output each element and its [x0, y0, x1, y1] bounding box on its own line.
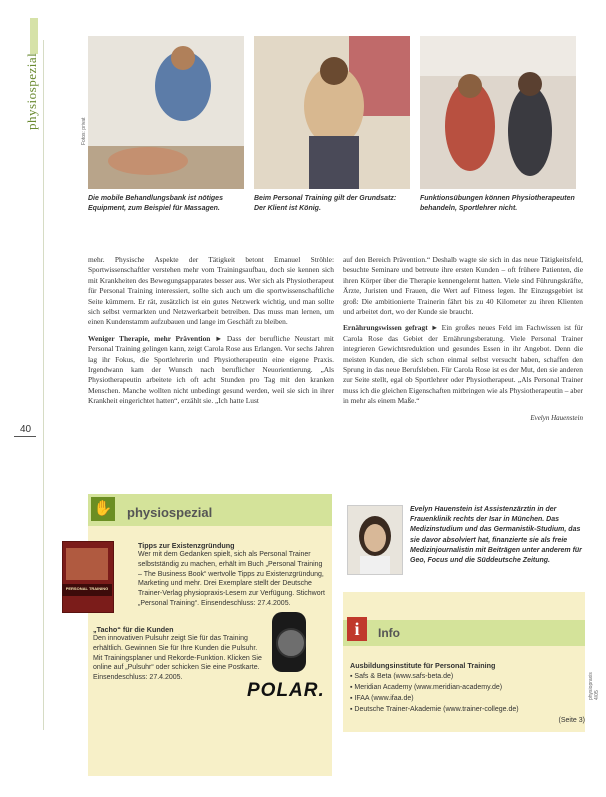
watch-face [276, 628, 306, 658]
info-item[interactable]: ▪ Meridian Academy (www.meridian-academy.de) [350, 684, 503, 691]
top-accent-bar [30, 18, 38, 54]
col1-paragraph-2 [88, 334, 334, 407]
caption-2: Beim Personal Training gilt der Grundsatz: Der Klient ist König. [254, 195, 397, 212]
info-item[interactable]: ▪ Safs & Beta (www.safs-beta.de) [350, 673, 454, 680]
photo-credit: Fotos: privat [81, 117, 87, 145]
tip1-heading: Tipps zur Existenzgründung [138, 541, 235, 550]
info-icon: i [347, 617, 367, 641]
tip2-body: Den innovativen Pulsuhr zeigt Sie für das Training erhältlich. Gewinnen Sie für Ihre Kunden die Pulsuhr. Mit Trainingsplaner und Rekorde-Funktion. Klicken Sie online auf „Pulsuhr“ oder schicken Sie eine Postkarte. Einsendeschluss: 27.4.2005. [93, 635, 262, 682]
info-item[interactable]: ▪ Deutsche Trainer-Akademie (www.trainer-college.de) [350, 706, 519, 713]
book-title: PERSONAL TRAINING [65, 586, 109, 591]
author-photo [347, 505, 403, 575]
info-heading: Ausbildungsinstitute für Personal Training [350, 661, 496, 670]
column-divider [43, 40, 44, 730]
col2-paragraph-1: auf den Bereich Prävention.“ Deshalb wagte sie sich in das neue Tätigkeitsfeld, besuchte Seminare und betreute ihre ersten Kunden – oft frühere Patienten, die ihren Körper über die Therapie kennengelernt hatten. Viele sind Führungskräfte, Ärzte, Juristen und Frauen, die Wert auf Fitness legen. Ihr Einzugsgebiet ist groß: Die ambitionierte Trainerin fährt bis zu 40 Kilometer zu ihren Klienten und arbeitet dort, wo der Kunde sie braucht. [343, 255, 583, 317]
caption-1: Die mobile Behandlungsbank ist nötiges Equipment, zum Beispiel für Massagen. [88, 195, 223, 212]
col1-paragraph-1: mehr. Physische Aspekte der Tätigkeit betont Emanuel Ströhle: Sportwissenschaftler verstehen mehr vom Trainingsaufbau, doch sie kennen sich mit Krankheiten des Bewegungsapparates besser aus. Wer sich als Physiotherapeut für Personal Training interessiert, sollte sich auch um die sportwissenschaftliche Seite kümmern. Er rät, zusätzlich ist ein gutes Netzwerk wichtig, und man sollte sich selbst vermarkten und Netzwerkarbeit betreiben. Das muss man lernen, um einen Kundenstamm aufzubauen und lange im Geschäft zu bleiben. [88, 255, 334, 327]
section-title: physiospezial [24, 52, 39, 130]
photo-functional [420, 36, 576, 189]
info-title: Info [378, 626, 400, 640]
author-name: Evelyn Hauenstein [530, 413, 583, 422]
author-bio: Evelyn Hauenstein ist Assistenzärztin in der Frauenklinik rechts der Isar in München. Das Medizinstudium und das Germanistik-Studium, das sie davor absolviert hat, finanzierte sie als freie Medizinjournalistin mit Beiträgen unter anderem für Geo, Focus und die Süddeutsche Zeitung. [410, 506, 582, 565]
tip2-heading: „Tacho“ für die Kunden [93, 625, 174, 634]
page-number-rule [14, 436, 36, 437]
column-2 [343, 255, 583, 423]
hand-icon: ✋ [91, 497, 115, 521]
book-cover-photo [66, 548, 108, 580]
col2-paragraph-2-text: Ein großes neues Feld im Fachwissen ist für Carola Rose das Gebiet der Ernährungsberatung. Viele Personal Trainer integrieren Gewichtsreduktion und gesundes Essen in ihr Angebot. Denn die meisten Kunden, die sich schon einmal selbst versucht haben, schaffen den Sprung in das neue Berufsleben. Für Carola Rose ist es der Mut, den sie anderen zur Seite stellt, egal ob Sportlehrer oder Physiotherapeut. „Als Personal Trainer muss ich die gleichen Eigenschaften mitbringen wie als Physiotherapeutin – aber in mehr als einem Maße.“ [343, 323, 583, 406]
tip-tacho [93, 625, 268, 683]
info-list [350, 660, 585, 726]
info-item[interactable]: ▪ IFAA (www.ifaa.de) [350, 695, 414, 702]
photo-massage [88, 36, 244, 189]
caption-3: Funktionsübungen können Physiotherapeuten behandeln, Sportlehrer nicht. [420, 195, 575, 212]
tip-existenzgruendung [138, 541, 328, 609]
col2-subhead: Ernährungswissen gefragt ► [343, 323, 439, 333]
tip1-body: Wer mit dem Gedanken spielt, sich als Personal Trainer selbstständig zu machen, erhält im Buch „Personal Training – The Business Book“ wertvolle Tipps zu Existenzgründung, Marketing und mehr. Drei Exemplare stellt der Deutsche Trainer-Verlag physiopraxis-Lesern zur Verfügung. Stichwort „Personal Training“. Einsendeschluss: 27.4.2005. [138, 551, 325, 607]
col2-paragraph-2 [343, 323, 583, 406]
polar-logo: POLAR. [247, 680, 325, 701]
physiospezial-title: physiospezial [127, 505, 213, 520]
col1-paragraph-2-text: Dass der berufliche Neustart mit Personal Training gelingen kann, zeigt Carola Rose aus Erlangen. Vor sechs Jahren lag ihr Fokus, die Sportlehrerin und Physiotherapeutin eine eigene Praxis. Irgendwann kam der Wunsch nach beruflicher Neuorientierung. „Als Physiotherapeutin arbeitete ich oft acht Stunden pro Tag mit den kranken Menschen. Manche wollten nicht unbedingt gesund werden, weil sie sich in ihrer Krankheit eingerichtet hatten“, erzählt sie. „Ich hatte Lust [88, 333, 334, 406]
col1-subhead: Weniger Therapie, mehr Prävention ► [88, 333, 223, 343]
photo-training [254, 36, 410, 189]
issue-label: physiopraxis 4/05 [588, 672, 600, 700]
page-number: 40 [20, 424, 32, 435]
info-more: (Seite 3) [558, 717, 585, 724]
column-1 [88, 255, 334, 413]
